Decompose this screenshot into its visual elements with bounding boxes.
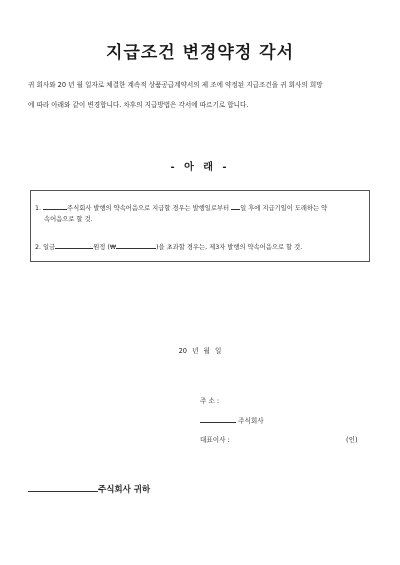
intro-line-2: 에 따라 아래와 같이 변경합니다. 차후의 지급방법은 각서에 따르기로 합니다. [28, 101, 249, 109]
condition-item-1-continuation: 속어음으로 할 것. [44, 216, 93, 223]
addressee-suffix: 주식회사 귀하 [98, 485, 151, 495]
document-title: 지급조건 변경약정 각서 [105, 43, 295, 63]
blank-amount-words [55, 242, 93, 249]
blank-company-name [43, 203, 67, 210]
condition-item-2-number: 2. [35, 244, 42, 251]
addressee-line [28, 483, 150, 495]
company-suffix: 주식회사 [238, 417, 264, 425]
company-signature-line [200, 415, 264, 425]
blank-company [200, 416, 236, 423]
ceo-label: 대표이사 : [200, 436, 230, 444]
blank-addressee-company [28, 483, 98, 492]
condition-item-2-text-a: 일금 [43, 244, 56, 251]
address-label: 주 소 : [200, 397, 220, 405]
condition-item-1 [35, 203, 327, 214]
date-line: 20 년 월 일 [178, 347, 222, 355]
condition-item-1-text-b: 일 후에 지급기일이 도래하는 약 [240, 205, 328, 212]
blank-days [231, 203, 240, 210]
condition-item-2-text-c: )을 초과할 경우는, 제3자 발행의 약속어음으로 할 것. [156, 244, 303, 251]
blank-amount-figures [116, 242, 156, 249]
condition-item-2-text-b: 원정 (₩ [93, 244, 117, 251]
condition-item-1-number: 1. [35, 205, 42, 212]
seal-label: (인) [346, 436, 358, 444]
condition-item-2 [35, 242, 302, 253]
below-heading: - 아 래 - [170, 162, 230, 173]
intro-line-1: 귀 회사와 20 년 월 일자로 체결한 계속적 상품공급계약서의 제 조에 약정된 지급조건을 귀 회사의 희망 [28, 81, 323, 89]
condition-item-1-text-a: 주식회사 발행의 약속어음으로 지급할 경우는 발행일로부터 [67, 205, 232, 212]
